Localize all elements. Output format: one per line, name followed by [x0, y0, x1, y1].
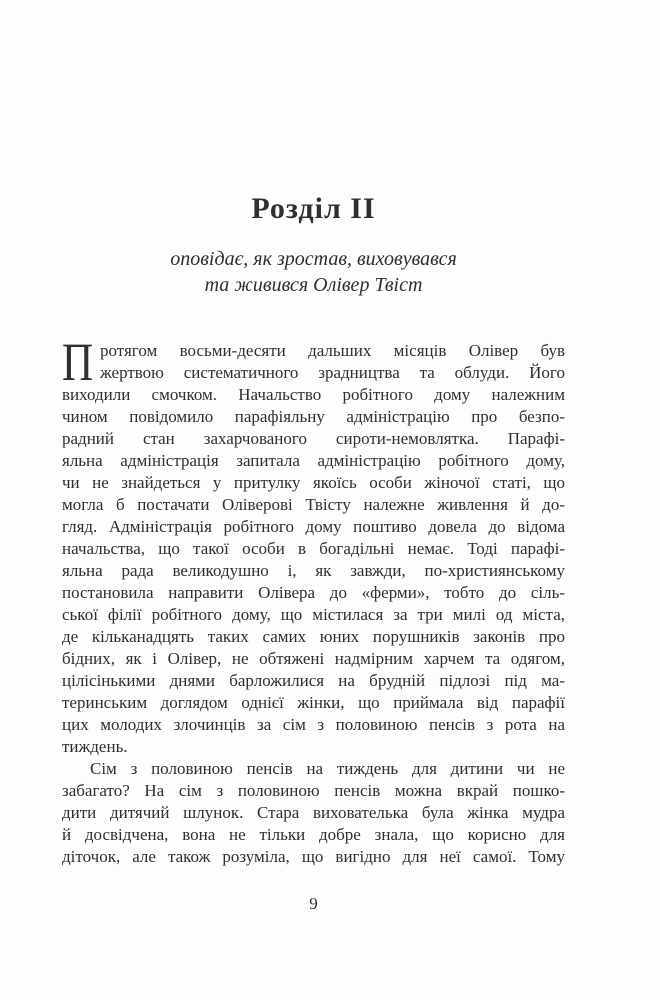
chapter-title: Розділ II: [251, 192, 376, 225]
text-line: яльна адміністрація запитала адміністрацію робітного дому,: [62, 451, 565, 470]
text-line: могла б постачати Оліверові Твісту належне живлення й до-: [62, 495, 565, 514]
text-line: радний стан захарчованого сироти-немовлятка. Парафі-: [62, 429, 565, 448]
text-line: тиждень.: [62, 737, 128, 756]
text-line: бідних, як і Олівер, не обтяжені надмірним харчем та одягом,: [62, 649, 565, 668]
subtitle-line: та живився Олівер Твіст: [204, 274, 423, 296]
text-line: й досвідчена, вона не тільки добре знала, що корисно для: [62, 825, 565, 844]
text-line: яльна рада великодушно і, як завжди, по-християнському: [62, 561, 565, 580]
text-line: виходили смочком. Начальство робітного дому належним: [62, 385, 565, 404]
text-line: забагато? На сім з половиною пенсів можна вкрай пошко-: [62, 781, 565, 800]
text-line: ської філії робітного дому, що містилася за три милі од міста,: [62, 605, 565, 624]
drop-cap: П: [62, 332, 94, 392]
text-line: цілісінькими днями барложилися на брудній підлозі під ма-: [62, 671, 565, 690]
text-block: [62, 0, 565, 1000]
text-line: ротягом восьми-десяти дальших місяців Олівер був: [100, 341, 565, 360]
paragraph: [62, 758, 565, 868]
text-line: цих молодих злочинців за сім з половиною пенсів з рота на: [62, 715, 565, 734]
text-line: жертвою систематичного зрадництва та облуди. Його: [100, 363, 565, 382]
page-number: 9: [309, 894, 318, 913]
text-line: чином повідомило парафіяльну адміністрацію про безпо-: [62, 407, 565, 426]
text-line: дити дитячий шлунок. Стара вихователька була жінка мудра: [62, 803, 565, 822]
text-line: теринським доглядом однієї жінки, що приймала від парафії: [62, 693, 565, 712]
text-line: постановила направити Олівера до «ферми», тобто до сіль-: [62, 583, 565, 602]
text-line: діточок, але також розуміла, що вигідно для неї самої. Тому: [62, 847, 565, 866]
chapter-subtitle: [62, 246, 565, 298]
text-line: гляд. Адміністрація робітного дому поштиво довела до відома: [62, 517, 565, 536]
text-line: Сім з половиною пенсів на тиждень для дитини чи не: [90, 759, 565, 778]
text-line: де кільканадцять таких самих юних порушників законів про: [62, 627, 565, 646]
text-line: чи не знайдеться у притулку якоїсь особи жіночої статі, що: [62, 473, 565, 492]
paragraph: [62, 332, 565, 758]
text-line: начальства, що такої особи в богадільні немає. Тоді парафі-: [62, 539, 565, 558]
body-text: [62, 332, 565, 868]
subtitle-line: оповідає, як зростав, виховувався: [170, 248, 457, 270]
